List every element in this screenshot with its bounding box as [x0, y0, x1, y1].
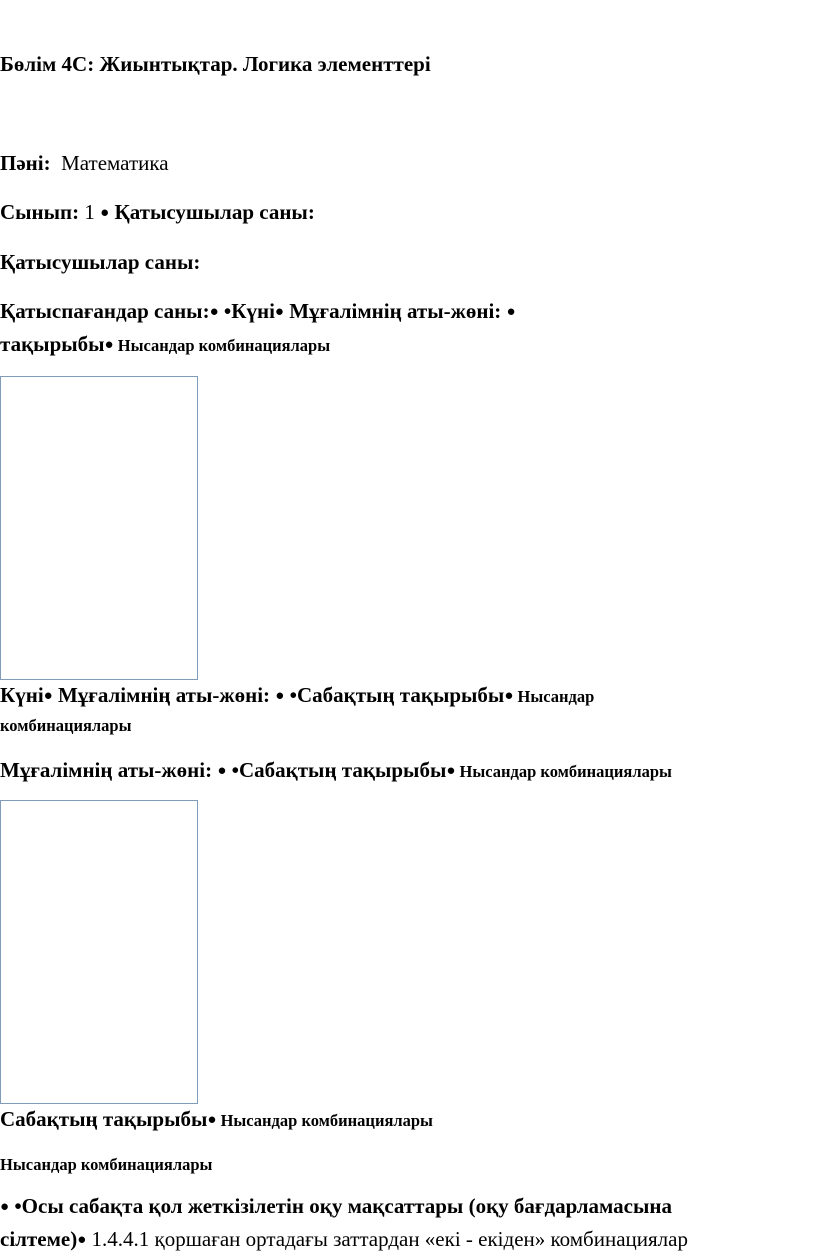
objectives-text: 1.4.4.1 қоршаған ортадағы заттардан «екі - екіден» комбинациялар [86, 1227, 688, 1251]
topic-value: Нысандар комбинациялары [216, 1111, 433, 1130]
image-placeholder [0, 800, 198, 1104]
bullet-icon: ● [207, 1112, 217, 1128]
image-placeholder [0, 376, 198, 680]
bullet-icon: ● [446, 763, 456, 779]
teacher-label: Мұғалімнің аты-жөні: [0, 758, 218, 782]
bullet-icon: ● [0, 1199, 10, 1215]
bullet-icon: ● [43, 688, 53, 704]
participants-row: Қатысушылар саны: [0, 250, 201, 274]
day-row [0, 683, 594, 708]
subject-label: Пәні: [0, 151, 51, 175]
day-row-continued: комбинациялары [0, 716, 132, 735]
topic-row [0, 1107, 433, 1132]
topic-label: тақырыбы [0, 332, 105, 356]
objectives-row-continued [0, 1227, 688, 1252]
absent-label: Қатыспағандар саны: [0, 299, 210, 323]
bullet-icon: ● [504, 688, 514, 704]
absent-row-continued [0, 332, 330, 357]
topic-value: Нысандар комбинациялары [455, 762, 672, 781]
participants-label: Қатысушылар саны: [114, 200, 315, 224]
bullet-icon: ● [104, 337, 114, 353]
day-label: •Күні [218, 299, 275, 323]
teacher-label: Мұғалімнің аты-жөні: [52, 683, 276, 707]
combinations-row: Нысандар комбинациялары [0, 1155, 213, 1174]
bullet-icon: ● [217, 763, 227, 779]
document-title: Бөлім 4С: Жиынтықтар. Логика элементтері [0, 52, 431, 76]
topic-value: Нысандар [513, 687, 595, 706]
grade-label: Сынып: [0, 200, 80, 224]
bullet-icon: ● [209, 304, 219, 320]
absent-row [0, 299, 516, 324]
subject-row [0, 151, 169, 176]
grade-row [0, 200, 315, 225]
objectives-label: •Осы сабақта қол жеткізілетін оқу мақсаттары (оқу бағдарламасына [9, 1194, 672, 1218]
objectives-label-end: сілтеме) [0, 1227, 78, 1251]
bullet-icon: ● [274, 304, 284, 320]
grade-value: 1 [84, 200, 95, 224]
bullet-icon: ● [506, 304, 516, 320]
teacher-row [0, 758, 672, 783]
objectives-row [0, 1194, 672, 1219]
topic-label: •Сабақтың тақырыбы [284, 683, 505, 707]
bullet-icon: ● [275, 688, 285, 704]
topic-label: •Сабақтың тақырыбы [226, 758, 447, 782]
day-label: Күні [0, 683, 44, 707]
topic-value: Нысандар комбинациялары [113, 336, 331, 355]
bullet-icon: ● [77, 1232, 87, 1248]
teacher-label: Мұғалімнің аты-жөні: [283, 299, 507, 323]
subject-value: Математика [61, 151, 169, 175]
bullet-icon: ● [100, 205, 110, 221]
topic-label: Сабақтың тақырыбы [0, 1107, 208, 1131]
